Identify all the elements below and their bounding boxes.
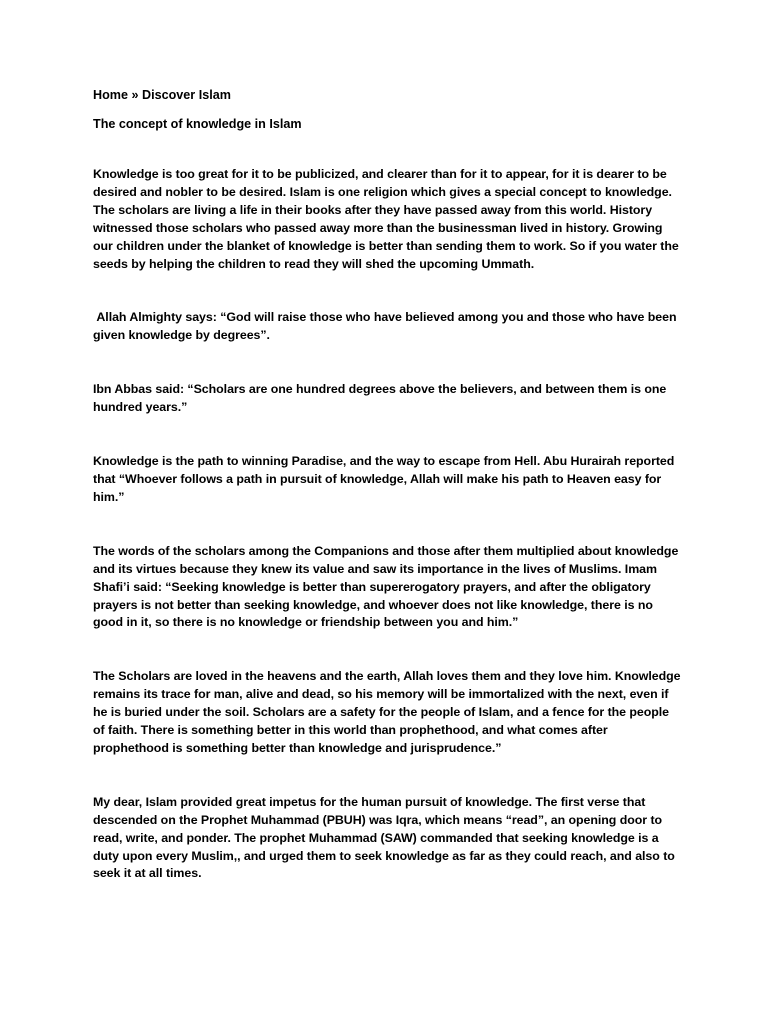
document-body (93, 86, 681, 883)
paragraph-ibn-abbas: Ibn Abbas said: “Scholars are one hundred degrees above the believers, and between them is one hundred years.” (93, 382, 667, 415)
paragraph-paradise-path: Knowledge is the path to winning Paradise, and the way to escape from Hell. Abu Hurairah reported that “Whoever follows a path in pursuit of knowledge, Allah will make his path to Heaven easy for him.” (93, 454, 675, 504)
paragraph-scholars-words: The words of the scholars among the Companions and those after them multiplied about knowledge and its virtues because they knew its value and saw its importance in the lives of Muslims. Imam Shafi’i said: “Seeking knowledge is better than supererogatory prayers, and after the obligatory prayers is not better than seeking knowledge, and whoever does not like knowledge, there is no good in it, so there is no knowledge or friendship between you and him.” (93, 543, 679, 630)
breadcrumb: Home » Discover Islam (93, 88, 231, 102)
page-title: The concept of knowledge in Islam (93, 117, 302, 131)
paragraph-quran-verse: Allah Almighty says: “God will raise those who have believed among you and those who have been given knowledge by degrees”. (93, 310, 680, 343)
paragraph-intro: Knowledge is too great for it to be publicized, and clearer than for it to appear, for it is dearer to be desired and nobler to be desired. Islam is one religion which gives a special concept to knowledge. The scholars are living a life in their books after they have passed away from this world. History witnessed those scholars who passed away more than the businessman lived in history. Growing our children under the blanket of knowledge is better than sending them to work. So if you water the seeds by helping the children to read they will shed the upcoming Ummath. (93, 167, 679, 271)
paragraph-conclusion: My dear, Islam provided great impetus for the human pursuit of knowledge. The first verse that descended on the Prophet Muhammad (PBUH) was Iqra, which means “read”, an opening door to read, write, and ponder. The prophet Muhammad (SAW) commanded that seeking knowledge is a duty upon every Muslim,, and urged them to seek knowledge as far as they could reach, and also to seek it at all times. (93, 794, 675, 881)
paragraph-scholars-loved: The Scholars are loved in the heavens and the earth, Allah loves them and they love him. Knowledge remains its trace for man, alive and dead, so his memory will be immortalized with the next, even if he is buried under the soil. Scholars are a safety for the people of Islam, and a fence for the people of faith. There is something better in this world than prophethood, and what comes after prophethood is something better than knowledge and jurisprudence.” (93, 669, 681, 755)
